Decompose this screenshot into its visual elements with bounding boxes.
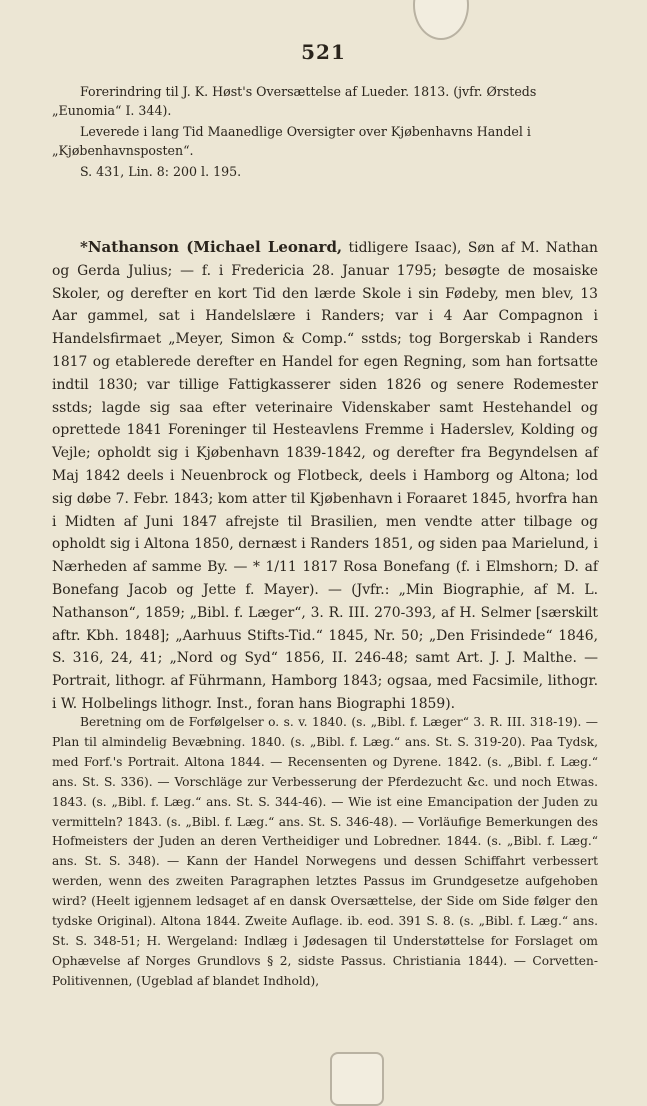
entry-body: tidligere Isaac), Søn af M. Nathan og Gerda Julius; — f. i Fredericia 28. Januar 1795; besøgte de mosaiske Skoler, og derefter en kort Tid den lærde Skole i sin Fødeby, men blev, 13 Aar gammel, sat i Handelslære i Randers; var i 4 Aar Compagnon i Handelsfirmaet „Meyer, Simon & Comp.“ sstds; tog Borgerskab i Randers 1817 og etablerede derefter en Handel for egen Regning, som han fortsatte indtil 1830; var tillige Fattigkasserer siden 1826 og senere Rodemester sstds; lagde sig saa efter veterinaire Videnskaber samt Hestehandel og oprettede 1841 Foreninger til Hesteavlens Fremme i Haderslev, Kolding og Vejle; opholdt sig i Kjøbenhavn 1839-1842, og derefter fra Begyndelsen af Maj 1842 deels i Neuenbrock og Flotbeck, deels i Hamborg og Altona; lod sig døbe 7. Febr. 1843; kom atter til Kjøbenhavn i Foraaret 1845, hvorfra han i Midten af Juni 1847 afrejste til Brasilien, men vendte atter tilbage og opholdt sig i Altona 1850, dernæst i Randers 1851, og siden paa Marielund, i Nærheden af samme By. — * 1/11 1817 Rosa Bonefang (f. i Elmshorn; D. af Bonefang Jacob og Jette f. Mayer). — (Jvfr.: „Min Biographie, af M. L. Nathanson“, 1859; „Bibl. f. Læger“, 3. R. III. 270-393, af H. Selmer [særskilt aftr. Kbh. 1848]; „Aarhuus Stifts-Tid.“ 1845, Nr. 50; „Den Frisindede“ 1846, S. 316, 24, 41; „Nord og Syd“ 1856, II. 246-48; samt Art. J. J. Malthe. — Portrait, lithogr. af Führmann, Hamborg 1843; ogsaa, med Facsimile, lithogr. i W. Holbelings lithogr. Inst., foran hans Biographi 1859). (52, 240, 599, 712)
previous-entry-line-3: S. 431, Lin. 8: 200 l. 195. (80, 164, 242, 179)
entry-heading: *Nathanson (Michael Leonard, (80, 238, 343, 256)
page-tab-bottom (330, 1052, 384, 1106)
works-list (52, 713, 598, 992)
page-tab-top (413, 0, 469, 40)
previous-entry (52, 82, 598, 181)
previous-entry-line-1: Forerindring til J. K. Høst's Oversættelse af Lueder. 1813. (jvfr. Ørsteds „Eunomia“ I. 344). (52, 84, 537, 118)
page-number: 521 (301, 40, 346, 64)
works-text: Beretning om de Forfølgelser o. s. v. 1840. (s. „Bibl. f. Læger“ 3. R. III. 318-19). — Plan til almindelig Bevæbning. 1840. (s. „Bibl. f. Læg.“ ans. St. S. 319-20). Paa Tydsk, med Forf.'s Portrait. Altona 1844. — Recensenten og Dyrene. 1842. (s. „Bibl. f. Læg.“ ans. St. S. 336). — Vorschläge zur Verbesserung der Pferdezucht &c. und noch Etwas. 1843. (s. „Bibl. f. Læg.“ ans. St. S. 344-46). — Wie ist eine Emancipation der Juden zu vermitteln? 1843. (s. „Bibl. f. Læg.“ ans. St. S. 346-48). — Vorläufige Bemerkungen des Hofmeisters der Juden an deren Vertheidiger und Lobredner. 1844. (s. „Bibl. f. Læg.“ ans. St. S. 348). — Kann der Handel Norwegens und dessen Schiffahrt verbessert werden, wenn des zweiten Paragraphen letztes Passus im Grundgesetze aufgehoben wird? (Heelt igjennem ledsaget af en dansk Oversættelse, der Side om Side følger den tydske Original). Altona 1844. Zweite Auflage. ib. eod. 391 S. 8. (s. „Bibl. f. Læg.“ ans. St. S. 348-51; H. Wergeland: Indlæg i Jødesagen til Understøttelse for Forslaget om Ophævelse af Norges Grundlovs § 2, sidste Passus. Christiania 1844). — Corvetten-Politivennen, (Ugeblad af blandet Indhold), (52, 715, 598, 988)
biography-entry (52, 236, 598, 716)
previous-entry-line-2: Leverede i lang Tid Maanedlige Oversigter over Kjøbenhavns Handel i „Kjøbenhavnsposten“. (52, 124, 531, 158)
